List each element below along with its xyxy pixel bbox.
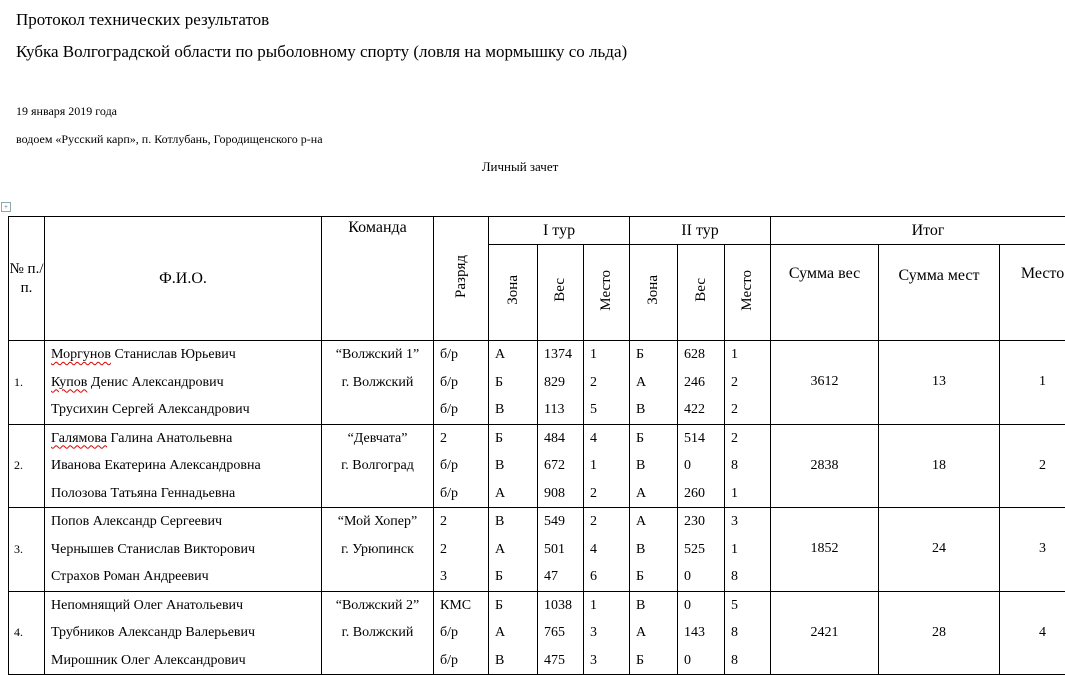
athlete-rank-col — [434, 424, 489, 508]
place-tour-1: 5 — [590, 396, 629, 424]
weight-tour-1: 501 — [544, 536, 583, 564]
row-number-text: 1. — [14, 375, 23, 389]
place-tour-2: 1 — [731, 341, 770, 369]
team-cell — [322, 424, 434, 508]
header-weight-2: Вес — [678, 245, 725, 341]
table-move-handle-icon[interactable]: + — [1, 202, 11, 212]
zone-tour-1: А — [495, 480, 537, 508]
sum-places: 18 — [879, 424, 1000, 508]
place-tour-1-col — [584, 424, 630, 508]
place-tour-1-col — [584, 508, 630, 592]
athlete-name — [51, 341, 321, 369]
zone-tour-1: В — [495, 396, 537, 424]
athlete-name: Страхов Роман Андреевич — [51, 563, 321, 591]
zone-tour-2-col — [630, 341, 678, 425]
place-tour-1: 1 — [590, 341, 629, 369]
athlete-given-names: Галина Анатольевна — [107, 431, 232, 446]
athlete-rank: б/р — [440, 369, 488, 397]
place-tour-2: 2 — [731, 425, 770, 453]
zone-tour-2: В — [636, 396, 677, 424]
weight-tour-1: 829 — [544, 369, 583, 397]
team-name: “Волжский 1” — [322, 341, 433, 369]
athlete-name — [51, 369, 321, 397]
place-tour-2: 5 — [731, 592, 770, 620]
athlete-name — [51, 425, 321, 453]
place-tour-2: 8 — [731, 619, 770, 647]
document-subtitle: Кубка Волгоградской области по рыболовному спорту (ловля на мормышку со льда) — [16, 42, 627, 62]
place-tour-2-col — [725, 424, 771, 508]
place-tour-2-col — [725, 341, 771, 425]
header-weight-1: Вес — [538, 245, 584, 341]
header-sum-weight: Сумма вес — [771, 245, 879, 341]
weight-tour-2: 422 — [684, 396, 724, 424]
weight-tour-1: 1038 — [544, 592, 583, 620]
weight-tour-1-col — [538, 341, 584, 425]
weight-tour-1: 1374 — [544, 341, 583, 369]
header-total: Итог — [771, 217, 1065, 245]
weight-tour-2-col — [678, 424, 725, 508]
team-city: г. Волжский — [322, 369, 433, 397]
zone-tour-2: Б — [636, 563, 677, 591]
team-cell — [322, 341, 434, 425]
final-place: 3 — [1000, 508, 1065, 592]
zone-tour-2: В — [636, 536, 677, 564]
athlete-surname: Купов — [51, 375, 87, 390]
place-tour-2: 1 — [731, 480, 770, 508]
place-tour-2-col — [725, 508, 771, 592]
weight-tour-1: 113 — [544, 396, 583, 424]
zone-tour-1: В — [495, 508, 537, 536]
table-row — [9, 424, 1065, 508]
place-tour-1: 4 — [590, 425, 629, 453]
athlete-name: Трусихин Сергей Александрович — [51, 396, 321, 424]
weight-tour-2: 260 — [684, 480, 724, 508]
zone-tour-1: В — [495, 452, 537, 480]
place-tour-1: 3 — [590, 619, 629, 647]
place-tour-2: 8 — [731, 563, 770, 591]
place-tour-1: 1 — [590, 592, 629, 620]
athlete-rank: КМС — [440, 592, 488, 620]
athlete-rank: 2 — [440, 536, 488, 564]
athlete-rank: 2 — [440, 508, 488, 536]
weight-tour-1: 47 — [544, 563, 583, 591]
header-sum-places: Сумма мест — [879, 245, 1000, 341]
results-table — [8, 216, 1065, 675]
zone-tour-1: В — [495, 647, 537, 675]
zone-tour-1-col — [489, 341, 538, 425]
athlete-rank: б/р — [440, 647, 488, 675]
sum-places: 28 — [879, 591, 1000, 675]
athlete-rank: 2 — [440, 425, 488, 453]
athlete-names — [45, 341, 322, 425]
zone-tour-2: А — [636, 369, 677, 397]
athlete-name: Попов Александр Сергеевич — [51, 508, 321, 536]
place-tour-1-col — [584, 341, 630, 425]
place-tour-1: 1 — [590, 452, 629, 480]
athlete-given-names: Станислав Юрьевич — [111, 347, 236, 362]
table-row — [9, 508, 1065, 592]
team-city: г. Урюпинск — [322, 536, 433, 564]
weight-tour-2: 628 — [684, 341, 724, 369]
weight-tour-1: 672 — [544, 452, 583, 480]
weight-tour-2-col — [678, 508, 725, 592]
zone-tour-2-col — [630, 424, 678, 508]
row-number-text: 2. — [14, 458, 23, 472]
row-number-text: 4. — [14, 625, 23, 639]
weight-tour-1: 475 — [544, 647, 583, 675]
header-final-place: Место — [1000, 245, 1065, 341]
header-zone-1: Зона — [489, 245, 538, 341]
place-tour-1: 3 — [590, 647, 629, 675]
weight-tour-2: 514 — [684, 425, 724, 453]
header-zone-2: Зона — [630, 245, 678, 341]
weight-tour-1: 484 — [544, 425, 583, 453]
athlete-rank: б/р — [440, 480, 488, 508]
athlete-rank: 3 — [440, 563, 488, 591]
athlete-given-names: Денис Александрович — [87, 375, 223, 390]
zone-tour-1: А — [495, 536, 537, 564]
athlete-rank-col — [434, 508, 489, 592]
athlete-rank-col — [434, 341, 489, 425]
row-number-text: 3. — [14, 542, 23, 556]
place-tour-2: 8 — [731, 452, 770, 480]
zone-tour-1-col — [489, 424, 538, 508]
weight-tour-2: 0 — [684, 592, 724, 620]
athlete-rank: б/р — [440, 396, 488, 424]
team-city: г. Волжский — [322, 619, 433, 647]
zone-tour-1: Б — [495, 425, 537, 453]
weight-tour-2: 0 — [684, 563, 724, 591]
athlete-name: Непомнящий Олег Анатольевич — [51, 592, 321, 620]
zone-tour-1: Б — [495, 563, 537, 591]
place-tour-2: 8 — [731, 647, 770, 675]
weight-tour-2: 0 — [684, 452, 724, 480]
table-row — [9, 341, 1065, 425]
header-tour-1: I тур — [489, 217, 630, 245]
athlete-name: Мирошник Олег Александрович — [51, 647, 321, 675]
sum-weight: 2421 — [771, 591, 879, 675]
final-place: 4 — [1000, 591, 1065, 675]
header-team: Команда — [322, 217, 434, 341]
sum-weight: 3612 — [771, 341, 879, 425]
zone-tour-2: В — [636, 592, 677, 620]
zone-tour-2: А — [636, 480, 677, 508]
weight-tour-1: 549 — [544, 508, 583, 536]
weight-tour-1: 765 — [544, 619, 583, 647]
weight-tour-1-col — [538, 508, 584, 592]
zone-tour-2: В — [636, 452, 677, 480]
weight-tour-2: 246 — [684, 369, 724, 397]
athlete-rank: б/р — [440, 341, 488, 369]
zone-tour-2: А — [636, 619, 677, 647]
sum-places: 13 — [879, 341, 1000, 425]
final-place: 1 — [1000, 341, 1065, 425]
row-number — [9, 508, 45, 592]
zone-tour-2-col — [630, 508, 678, 592]
team-name: “Мой Хопер” — [322, 508, 433, 536]
team-name: “Волжский 2” — [322, 592, 433, 620]
place-tour-1: 4 — [590, 536, 629, 564]
athlete-name: Трубников Александр Валерьевич — [51, 619, 321, 647]
weight-tour-2: 143 — [684, 619, 724, 647]
header-place-2: Место — [725, 245, 771, 341]
event-date: 19 января 2019 года — [16, 104, 117, 119]
athlete-rank: б/р — [440, 452, 488, 480]
weight-tour-1-col — [538, 424, 584, 508]
weight-tour-2-col — [678, 341, 725, 425]
zone-tour-1: Б — [495, 369, 537, 397]
place-tour-2: 1 — [731, 536, 770, 564]
weight-tour-2: 0 — [684, 647, 724, 675]
sum-places: 24 — [879, 508, 1000, 592]
athlete-rank: б/р — [440, 619, 488, 647]
athlete-name: Чернышев Станислав Викторович — [51, 536, 321, 564]
final-place: 2 — [1000, 424, 1065, 508]
place-tour-1: 6 — [590, 563, 629, 591]
zone-tour-2: Б — [636, 425, 677, 453]
header-place-1: Место — [584, 245, 630, 341]
row-number — [9, 341, 45, 425]
place-tour-1: 2 — [590, 369, 629, 397]
header-rank: Разряд — [434, 217, 489, 341]
section-title: Личный зачет — [0, 159, 1040, 175]
zone-tour-2: А — [636, 508, 677, 536]
place-tour-1: 2 — [590, 480, 629, 508]
place-tour-2: 3 — [731, 508, 770, 536]
document-title: Протокол технических результатов — [16, 10, 269, 30]
place-tour-1: 2 — [590, 508, 629, 536]
event-venue: водоем «Русский карп», п. Котлубань, Городищенского р-на — [16, 132, 323, 147]
athlete-surname: Галямова — [51, 431, 107, 446]
zone-tour-2: Б — [636, 341, 677, 369]
team-name: “Девчата” — [322, 425, 433, 453]
weight-tour-2: 525 — [684, 536, 724, 564]
athlete-surname: Моргунов — [51, 347, 111, 362]
header-num: № п./п. — [9, 217, 45, 341]
header-tour-2: II тур — [630, 217, 771, 245]
team-city: г. Волгоград — [322, 452, 433, 480]
team-cell — [322, 508, 434, 592]
place-tour-2: 2 — [731, 396, 770, 424]
zone-tour-1: А — [495, 619, 537, 647]
athlete-name: Полозова Татьяна Геннадьевна — [51, 480, 321, 508]
zone-tour-1: А — [495, 341, 537, 369]
sum-weight: 1852 — [771, 508, 879, 592]
sum-weight: 2838 — [771, 424, 879, 508]
zone-tour-1: Б — [495, 592, 537, 620]
athlete-names — [45, 424, 322, 508]
header-fio: Ф.И.О. — [45, 217, 322, 341]
zone-tour-2: Б — [636, 647, 677, 675]
row-number — [9, 424, 45, 508]
athlete-names — [45, 508, 322, 592]
weight-tour-1: 908 — [544, 480, 583, 508]
zone-tour-1-col — [489, 508, 538, 592]
athlete-name: Иванова Екатерина Александровна — [51, 452, 321, 480]
weight-tour-2: 230 — [684, 508, 724, 536]
place-tour-2: 2 — [731, 369, 770, 397]
